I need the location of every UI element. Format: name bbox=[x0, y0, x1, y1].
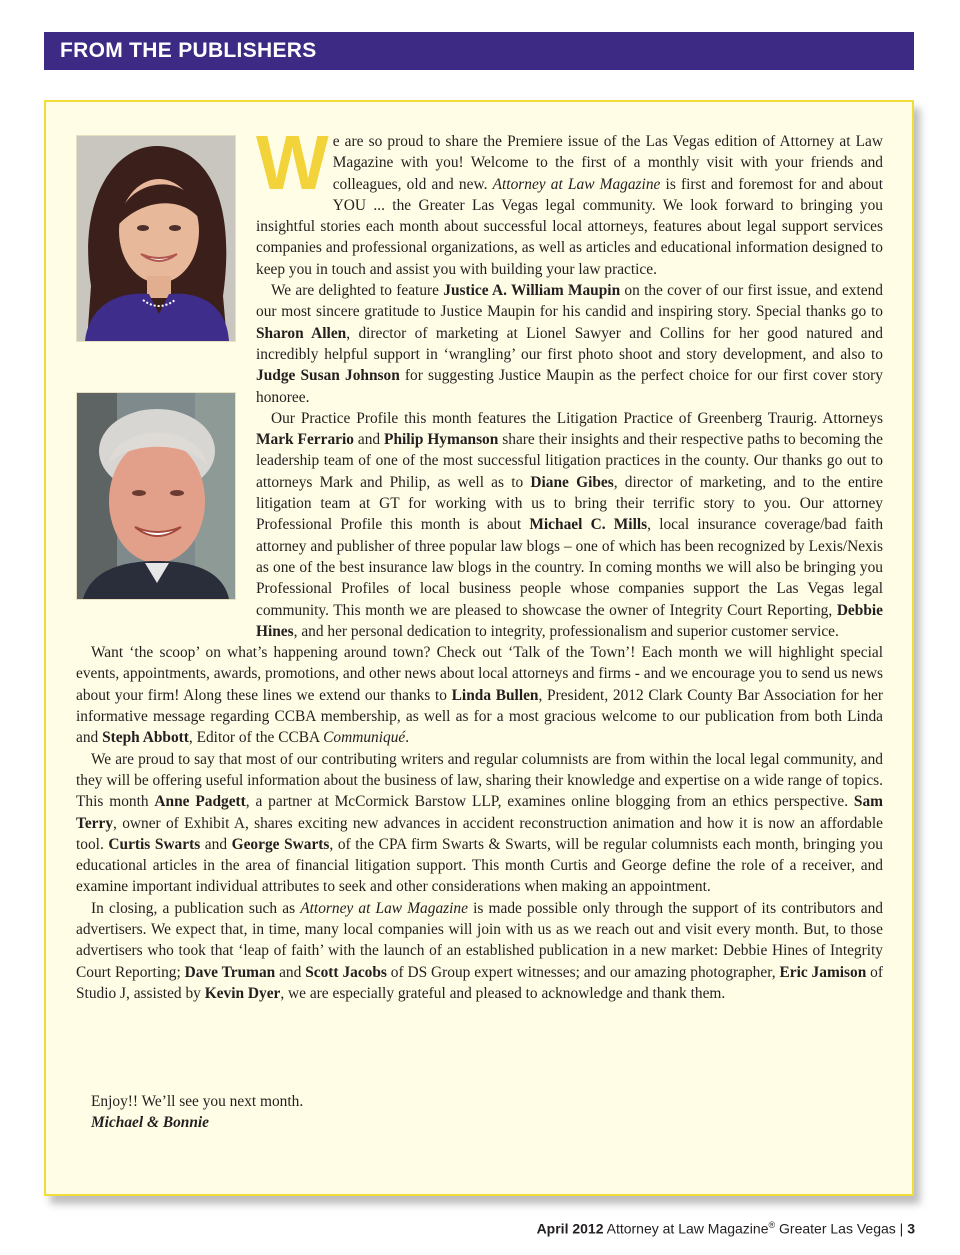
letter-paragraph: In closing, a publication such as Attorney at Law Magazine is made possible only through the support of its contributors and advertisers. We expect that, in time, many local companies will join with us as we reach out and visit every month. But, to those advertisers who took that ‘leap of faith’ with the launch of an established publication in a new market: Debbie Hines of Integrity Court Reporting; Dave Truman and Scott Jacobs of DS Group expert witnesses; and our amazing photographer, Eric Jamison of Studio J, assisted by Kevin Dyer, we are especially grateful and pleased to acknowledge and thank them. bbox=[76, 899, 884, 1002]
page-number: 3 bbox=[907, 1220, 915, 1237]
person-name: Scott Jacobs bbox=[305, 963, 387, 981]
magazine-name: Attorney at Law Magazine bbox=[603, 1220, 769, 1237]
person-name: Mark Ferrario bbox=[256, 431, 354, 449]
letter-paragraph: Want ‘the scoop’ on what’s happening around town? Check out ‘Talk of the Town’! Each month we will highlight special events, appointments, awards, promotions, and other news about local attorneys and firms - and we encourage you to send us news about your firm! Along these lines we extend our thanks to Linda Bullen, President, 2012 Clark County Bar Association for her informative message regarding CCBA membership, as well as for a most gracious welcome to our publication from both Linda and Steph Abbott, Editor of the CCBA Communiqué. bbox=[76, 644, 883, 747]
person-name: Justice A. William Maupin bbox=[443, 282, 621, 300]
person-name: Sharon Allen bbox=[256, 324, 347, 342]
closing-line: Enjoy!! We’ll see you next month. bbox=[91, 1093, 304, 1110]
person-name: Sam Terry bbox=[76, 793, 883, 832]
person-name: Steph Abbott bbox=[102, 729, 189, 747]
page-footer bbox=[537, 1220, 915, 1237]
footer-separator: | bbox=[895, 1220, 908, 1237]
section-header bbox=[44, 32, 914, 70]
issue-date: April 2012 bbox=[536, 1220, 604, 1237]
person-name: Anne Padgett bbox=[154, 793, 246, 811]
person-name: Curtis Swarts bbox=[108, 835, 201, 853]
letter-closing bbox=[91, 1091, 303, 1134]
person-name: Michael C. Mills bbox=[529, 516, 648, 534]
person-name: Diane Gibes bbox=[530, 473, 614, 491]
person-name: Judge Susan Johnson bbox=[256, 367, 400, 385]
publishers-letter bbox=[76, 120, 884, 1004]
person-name: George Swarts bbox=[231, 835, 330, 853]
signature: Michael & Bonnie bbox=[91, 1114, 210, 1132]
registered-mark: ® bbox=[768, 1220, 776, 1230]
person-name: Kevin Dyer bbox=[204, 984, 281, 1002]
letter-paragraph: We are delighted to feature Justice A. William Maupin on the cover of our first issue, and extend our most sincere gratitude to Justice Maupin for his candid and inspiring story. Special thanks go to Sharon Allen, director of marketing at Lionel Sawyer and Collins for her good natured and incredibly helpful support in ‘wrangling’ our first photo shoot and story development, and also to Judge Susan Johnson for suggesting Justice Maupin as the perfect choice for our first cover story honoree. bbox=[256, 282, 884, 406]
drop-cap: W bbox=[256, 120, 329, 206]
person-name: Debbie Hines bbox=[256, 601, 883, 640]
person-name: Dave Truman bbox=[184, 963, 276, 981]
person-name: Linda Bullen bbox=[451, 686, 539, 704]
letter-paragraph: Our Practice Profile this month features the Litigation Practice of Greenberg Traurig. Attorneys Mark Ferrario and Philip Hymanson share their insights and their respective paths to becoming the leadership team of one of the most successful litigation practices in the county. Our thanks go out to attorneys Mark and Philip, as well as to Diane Gibes, director of marketing, and to the entire litigation team at GT for working with us to bring their terrific story to you. Our attorney Professional Profile this month is about Michael C. Mills, local insurance coverage/bad faith attorney and publisher of three popular law blogs – one of which has been recognized by Lexis/Nexis as one of the best insurance law blogs in the country. In coming months we will also be bringing you Professional Profiles of local business people whose companies support the Las Vegas legal community. This month we are pleased to showcase the owner of Integrity Court Reporting, Debbie Hines, and her personal dedication to integrity, professionalism and superior customer service. bbox=[256, 409, 884, 640]
edition-name: Greater Las Vegas bbox=[775, 1220, 896, 1237]
section-title: FROM THE PUBLISHERS bbox=[60, 39, 317, 62]
person-name: Philip Hymanson bbox=[384, 431, 499, 449]
person-name: Eric Jamison bbox=[779, 963, 867, 981]
letter-paragraph: We are so proud to share the Premiere issue of the Las Vegas edition of Attorney at Law Magazine with you! Welcome to the first of a monthly visit with your friends and colleagues, old and new. Attorney at Law Magazine is first and foremost for and about YOU ... the Greater Las Vegas legal community. We look forward to bringing you insightful stories each month about successful local attorneys, features about legal support services companies and professional organizations, as well as articles and educational information designed to keep you in touch and assist you with building your law practice. bbox=[256, 120, 883, 278]
letter-paragraph: We are proud to say that most of our contributing writers and regular columnists are from within the local legal community, and they will be offering useful information about the business of law, sharing their knowledge and expertise on a wide range of topics. This month Anne Padgett, a partner at McCormick Barstow LLP, examines online blogging from an ethics perspective. Sam Terry, owner of Exhibit A, shares exciting new advances in accident reconstruction animation and how it is now an affordable tool. Curtis Swarts and George Swarts, of the CPA firm Swarts & Swarts, will be regular columnists each month, bringing you educational articles in the area of financial litigation support. This month Curtis and George define the role of a receiver, and examine important individual attributes to seek and other considerations when making an appointment. bbox=[76, 750, 883, 896]
